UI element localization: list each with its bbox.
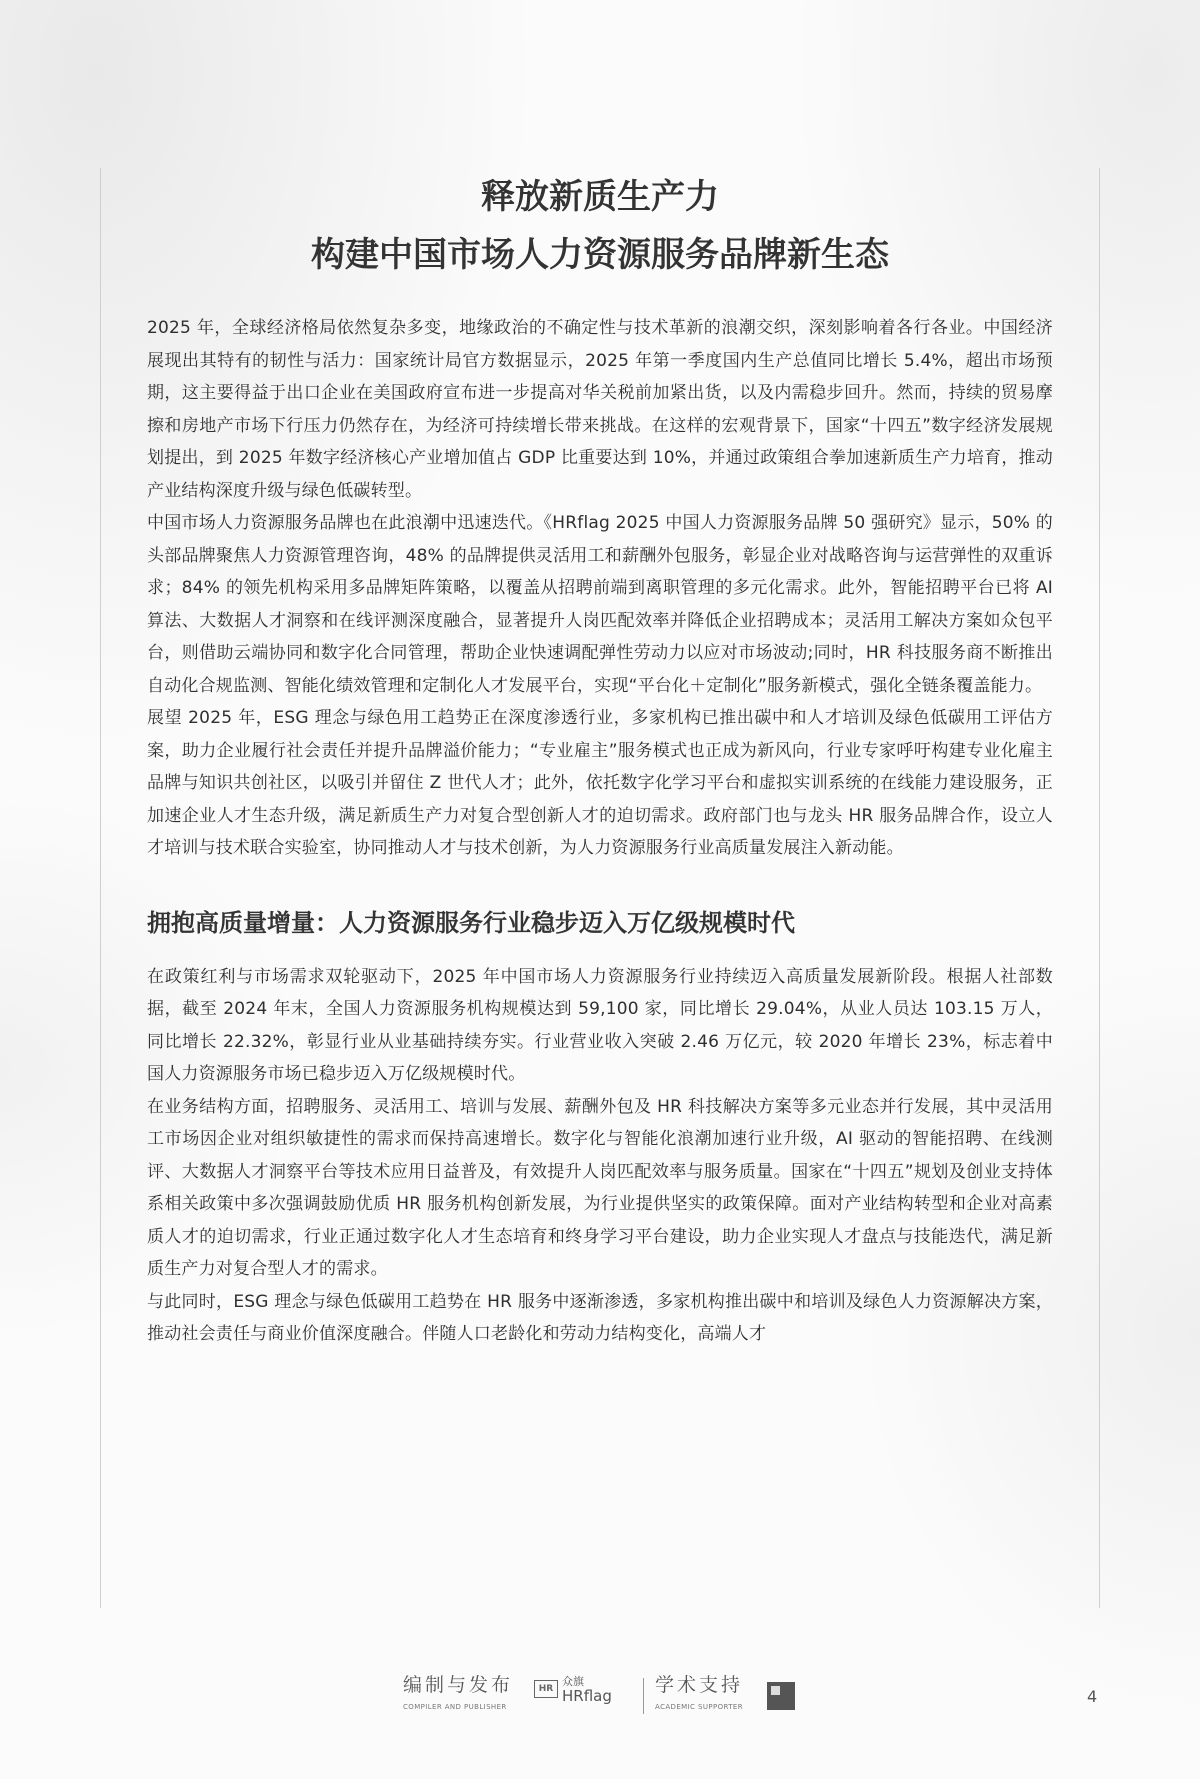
hrflag-logo-en: HRflag (562, 1687, 612, 1705)
supporter-label-en: ACADEMIC SUPPORTER (655, 1703, 744, 1711)
footer-divider (643, 1678, 644, 1714)
supporter-logo-icon (767, 1682, 795, 1710)
article-body (147, 168, 1053, 1351)
supporter-label-group (655, 1672, 743, 1713)
supporter-label: 学术支持 (655, 1674, 744, 1696)
right-margin-rule (1099, 168, 1100, 1608)
section-paragraph-3: 与此同时，ESG 理念与绿色低碳用工趋势在 HR 服务中逐渐渗透，多家机构推出碳中和培训及绿色人力资源解决方案，推动社会责任与商业价值深度融合。伴随人口老龄化和劳动力结构变化，高端人才 (147, 1291, 1053, 1344)
compiler-label: 编制与发布 (403, 1674, 514, 1696)
compiler-label-en: COMPILER AND PUBLISHER (403, 1703, 507, 1711)
section-paragraph-2: 在业务结构方面，招聘服务、灵活用工、培训与发展、薪酬外包及 HR 科技解决方案等多元业态并行发展，其中灵活用工市场因企业对组织敏捷性的需求而保持高速增长。数字化与智能化浪潮加速行业升级，AI 驱动的智能招聘、在线测评、大数据人才洞察平台等技术应用日益普及，有效提升人岗匹配效率与服务质量。国家在“十四五”规划及创业支持体系相关政策中多次强调鼓励优质 HR 服务机构创新发展，为行业提供坚实的政策保障。面对产业结构转型和企业对高素质人才的迫切需求，行业正通过数字化人才生态培育和终身学习平台建设，助力企业实现人才盘点与技能迭代，满足新质生产力对复合型人才的需求。 (147, 1096, 1053, 1279)
hrflag-logo-icon: HR (534, 1680, 558, 1698)
paragraph-3: 展望 2025 年，ESG 理念与绿色用工趋势正在深度渗透行业，多家机构已推出碳中和人才培训及绿色低碳用工评估方案，助力企业履行社会责任并提升品牌溢价能力；“专业雇主”服务模式也正成为新风向，行业专家呼吁构建专业化雇主品牌与知识共创社区，以吸引并留住 Z 世代人才；此外，依托数字化学习平台和虚拟实训系统的在线能力建设服务，正加速企业人才生态升级，满足新质生产力对复合型创新人才的迫切需求。政府部门也与龙头 HR 服务品牌合作，设立人才培训与技术联合实验室，协同推动人才与技术创新，为人力资源服务行业高质量发展注入新动能。 (147, 708, 1053, 858)
article-title (147, 168, 1053, 284)
hrflag-logo-cn: 众旗 (562, 1675, 584, 1688)
section-heading: 拥抱高质量增量：人力资源服务行业稳步迈入万亿级规模时代 (147, 908, 795, 937)
hrflag-logo-text (562, 1676, 612, 1704)
section-paragraph-1: 在政策红利与市场需求双轮驱动下，2025 年中国市场人力资源服务行业持续迈入高质量发展新阶段。根据人社部数据，截至 2024 年末，全国人力资源服务机构规模达到 59,100 家，同比增长 29.04%，从业人员达 103.15 万人，同比增长 22.32%，彰显行业从业基础持续夯实。行业营业收入突破 2.46 万亿元，较 2020 年增长 23%，标志着中国人力资源服务市场已稳步迈入万亿级规模时代。 (147, 966, 1053, 1084)
page-footer (0, 1672, 1200, 1732)
title-line-1: 释放新质生产力 (481, 177, 719, 217)
paragraph-2: 中国市场人力资源服务品牌也在此浪潮中迅速迭代。《HRflag 2025 中国人力资源服务品牌 50 强研究》显示，50% 的头部品牌聚焦人力资源管理咨询，48% 的品牌提供灵活用工和薪酬外包服务，彰显企业对战略咨询与运营弹性的双重诉求；84% 的领先机构采用多品牌矩阵策略，以覆盖从招聘前端到离职管理的多元化需求。此外，智能招聘平台已将 AI 算法、大数据人才洞察和在线评测深度融合，显著提升人岗匹配效率并降低企业招聘成本；灵活用工解决方案如众包平台，则借助云端协同和数字化合同管理，帮助企业快速调配弹性劳动力以应对市场波动;同时，HR 科技服务商不断推出自动化合规监测、智能化绩效管理和定制化人才发展平台，实现“平台化＋定制化”服务新模式，强化全链条覆盖能力。 (147, 513, 1053, 696)
paragraph-1: 2025 年，全球经济格局依然复杂多变，地缘政治的不确定性与技术革新的浪潮交织，深刻影响着各行各业。中国经济展现出其特有的韧性与活力：国家统计局官方数据显示，2025 年第一季度国内生产总值同比增长 5.4%，超出市场预期，这主要得益于出口企业在美国政府宣布进一步提高对华关税前加紧出货，以及内需稳步回升。然而，持续的贸易摩擦和房地产市场下行压力仍然存在，为经济可持续增长带来挑战。在这样的宏观背景下，国家“十四五”数字经济发展规划提出，到 2025 年数字经济核心产业增加值占 GDP 比重要达到 10%，并通过政策组合拳加速新质生产力培育，推动产业结构深度升级与绿色低碳转型。 (147, 318, 1053, 501)
left-margin-rule (100, 168, 101, 1608)
page-number: 4 (1087, 1687, 1098, 1706)
compiler-label-group (403, 1672, 513, 1713)
title-line-2: 构建中国市场人力资源服务品牌新生态 (311, 235, 889, 275)
